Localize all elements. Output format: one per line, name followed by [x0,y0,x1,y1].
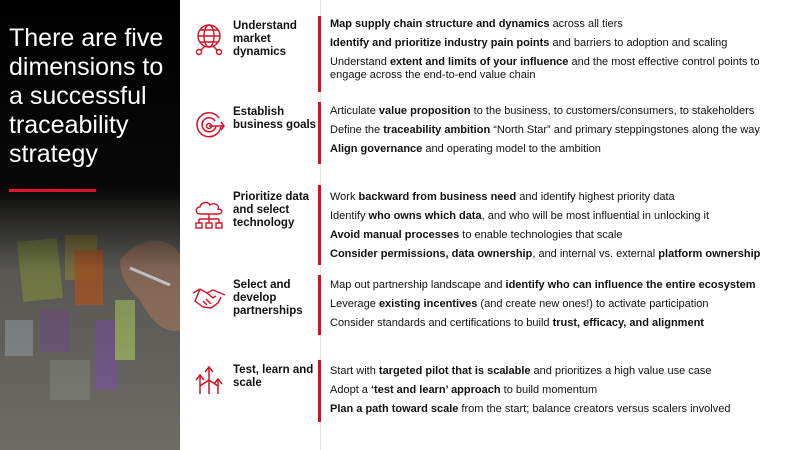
point-bold-text: traceability ambition [383,124,491,136]
point-text: Work [330,191,359,203]
point-bold-text: who owns which data [368,210,482,222]
point-bold-text: Map supply chain structure and dynamics [330,18,550,30]
slide-headline: There are five dimensions to a successful traceability strategy [9,24,164,168]
dimension-red-bar [318,185,321,265]
left-panel [0,0,180,450]
point-bold-text: targeted pilot that is scalable [378,365,531,377]
dimension-point [330,191,795,204]
point-text: and the most effective control points to engage across the end-to-end value chain [330,56,760,81]
point-text: Define the [330,124,384,136]
point-text: to enable technologies that scale [459,229,623,241]
globe-network-icon [191,22,227,58]
point-bold-text: platform ownership [658,248,761,260]
point-text: and operating model to the ambition [422,143,601,155]
point-text: Consider standards and certifications to build [330,317,553,329]
dimension-points [330,105,795,162]
dimension-point [330,279,795,292]
point-bold-text: identify who can influence the entire ecosystem [505,279,756,291]
dimension-point [330,18,795,31]
point-text: from the start; balance creators versus scalers involved [458,403,731,415]
point-bold-text: Align governance [330,143,423,155]
point-bold-text: Consider permissions, data ownership [330,248,533,260]
point-text: Leverage [330,298,379,310]
dimension-point [330,37,795,50]
point-text: Understand [330,56,390,68]
dimension-point [330,105,795,118]
dimension-point [330,403,795,416]
point-text: (and create new ones!) to activate participation [477,298,709,310]
dimension-partnerships [180,275,800,340]
headline-accent-line [9,189,96,192]
dimension-point [330,143,795,156]
dimension-red-bar [318,275,321,335]
point-bold-text: Plan a path toward scale [330,403,459,415]
dimension-points [330,279,795,336]
dimension-point [330,210,795,223]
point-bold-text: trust, efficacy, and alignment [552,317,704,329]
point-bold-text: extent and limits of your influence [389,56,569,68]
dimension-title: Select and develop partnerships [233,279,303,317]
cloud-network-icon [191,197,227,233]
point-text: Map out partnership landscape and [330,279,506,291]
point-bold-text: Avoid manual processes [330,229,460,241]
point-text: Identify [330,210,369,222]
point-text: Start with [330,365,379,377]
dimension-point [330,229,795,242]
dimension-data-technology [180,185,800,265]
target-icon [191,108,227,144]
point-text: , and who will be most influential in unlocking it [481,210,710,222]
point-text: to build momentum [500,384,598,396]
point-bold-text: existing incentives [378,298,478,310]
growth-arrows-icon [191,362,227,398]
dimension-red-bar [318,360,321,422]
dimension-points [330,18,795,88]
point-bold-text: backward from business need [358,191,517,203]
dimension-point [330,248,795,261]
dimension-point [330,124,795,137]
point-bold-text: Identify and prioritize industry pain points [330,37,550,49]
dimension-test-scale [180,360,800,425]
point-text: Articulate [330,105,379,117]
dimension-point [330,298,795,311]
dimension-points [330,365,795,422]
point-text: and prioritizes a high value use case [530,365,712,377]
dimension-point [330,56,795,82]
point-text: Adopt a [330,384,371,396]
dimension-title: Understand market dynamics [233,20,297,58]
dimension-title: Establish business goals [233,106,317,131]
dimension-point [330,317,795,330]
point-text: and barriers to adoption and scaling [549,37,728,49]
point-text: across all tiers [549,18,623,30]
dimension-market-dynamics [180,16,800,96]
point-text: and identify highest priority data [516,191,675,203]
point-text: , and internal vs. external [532,248,659,260]
dimension-red-bar [318,102,321,164]
dimension-title: Prioritize data and select technology [233,191,310,229]
handshake-icon [191,279,227,315]
point-text: “North Star” and primary steppingstones along the way [490,124,760,136]
point-bold-text: ‘test and learn’ approach [370,384,501,396]
dimension-business-goals [180,102,800,172]
point-text: to the business, to customers/consumers, to stakeholders [470,105,755,117]
dimension-red-bar [318,16,321,92]
dimension-points [330,191,795,267]
point-bold-text: value proposition [378,105,471,117]
dimension-point [330,365,795,378]
dimension-point [330,384,795,397]
dimension-title: Test, learn and scale [233,364,314,389]
